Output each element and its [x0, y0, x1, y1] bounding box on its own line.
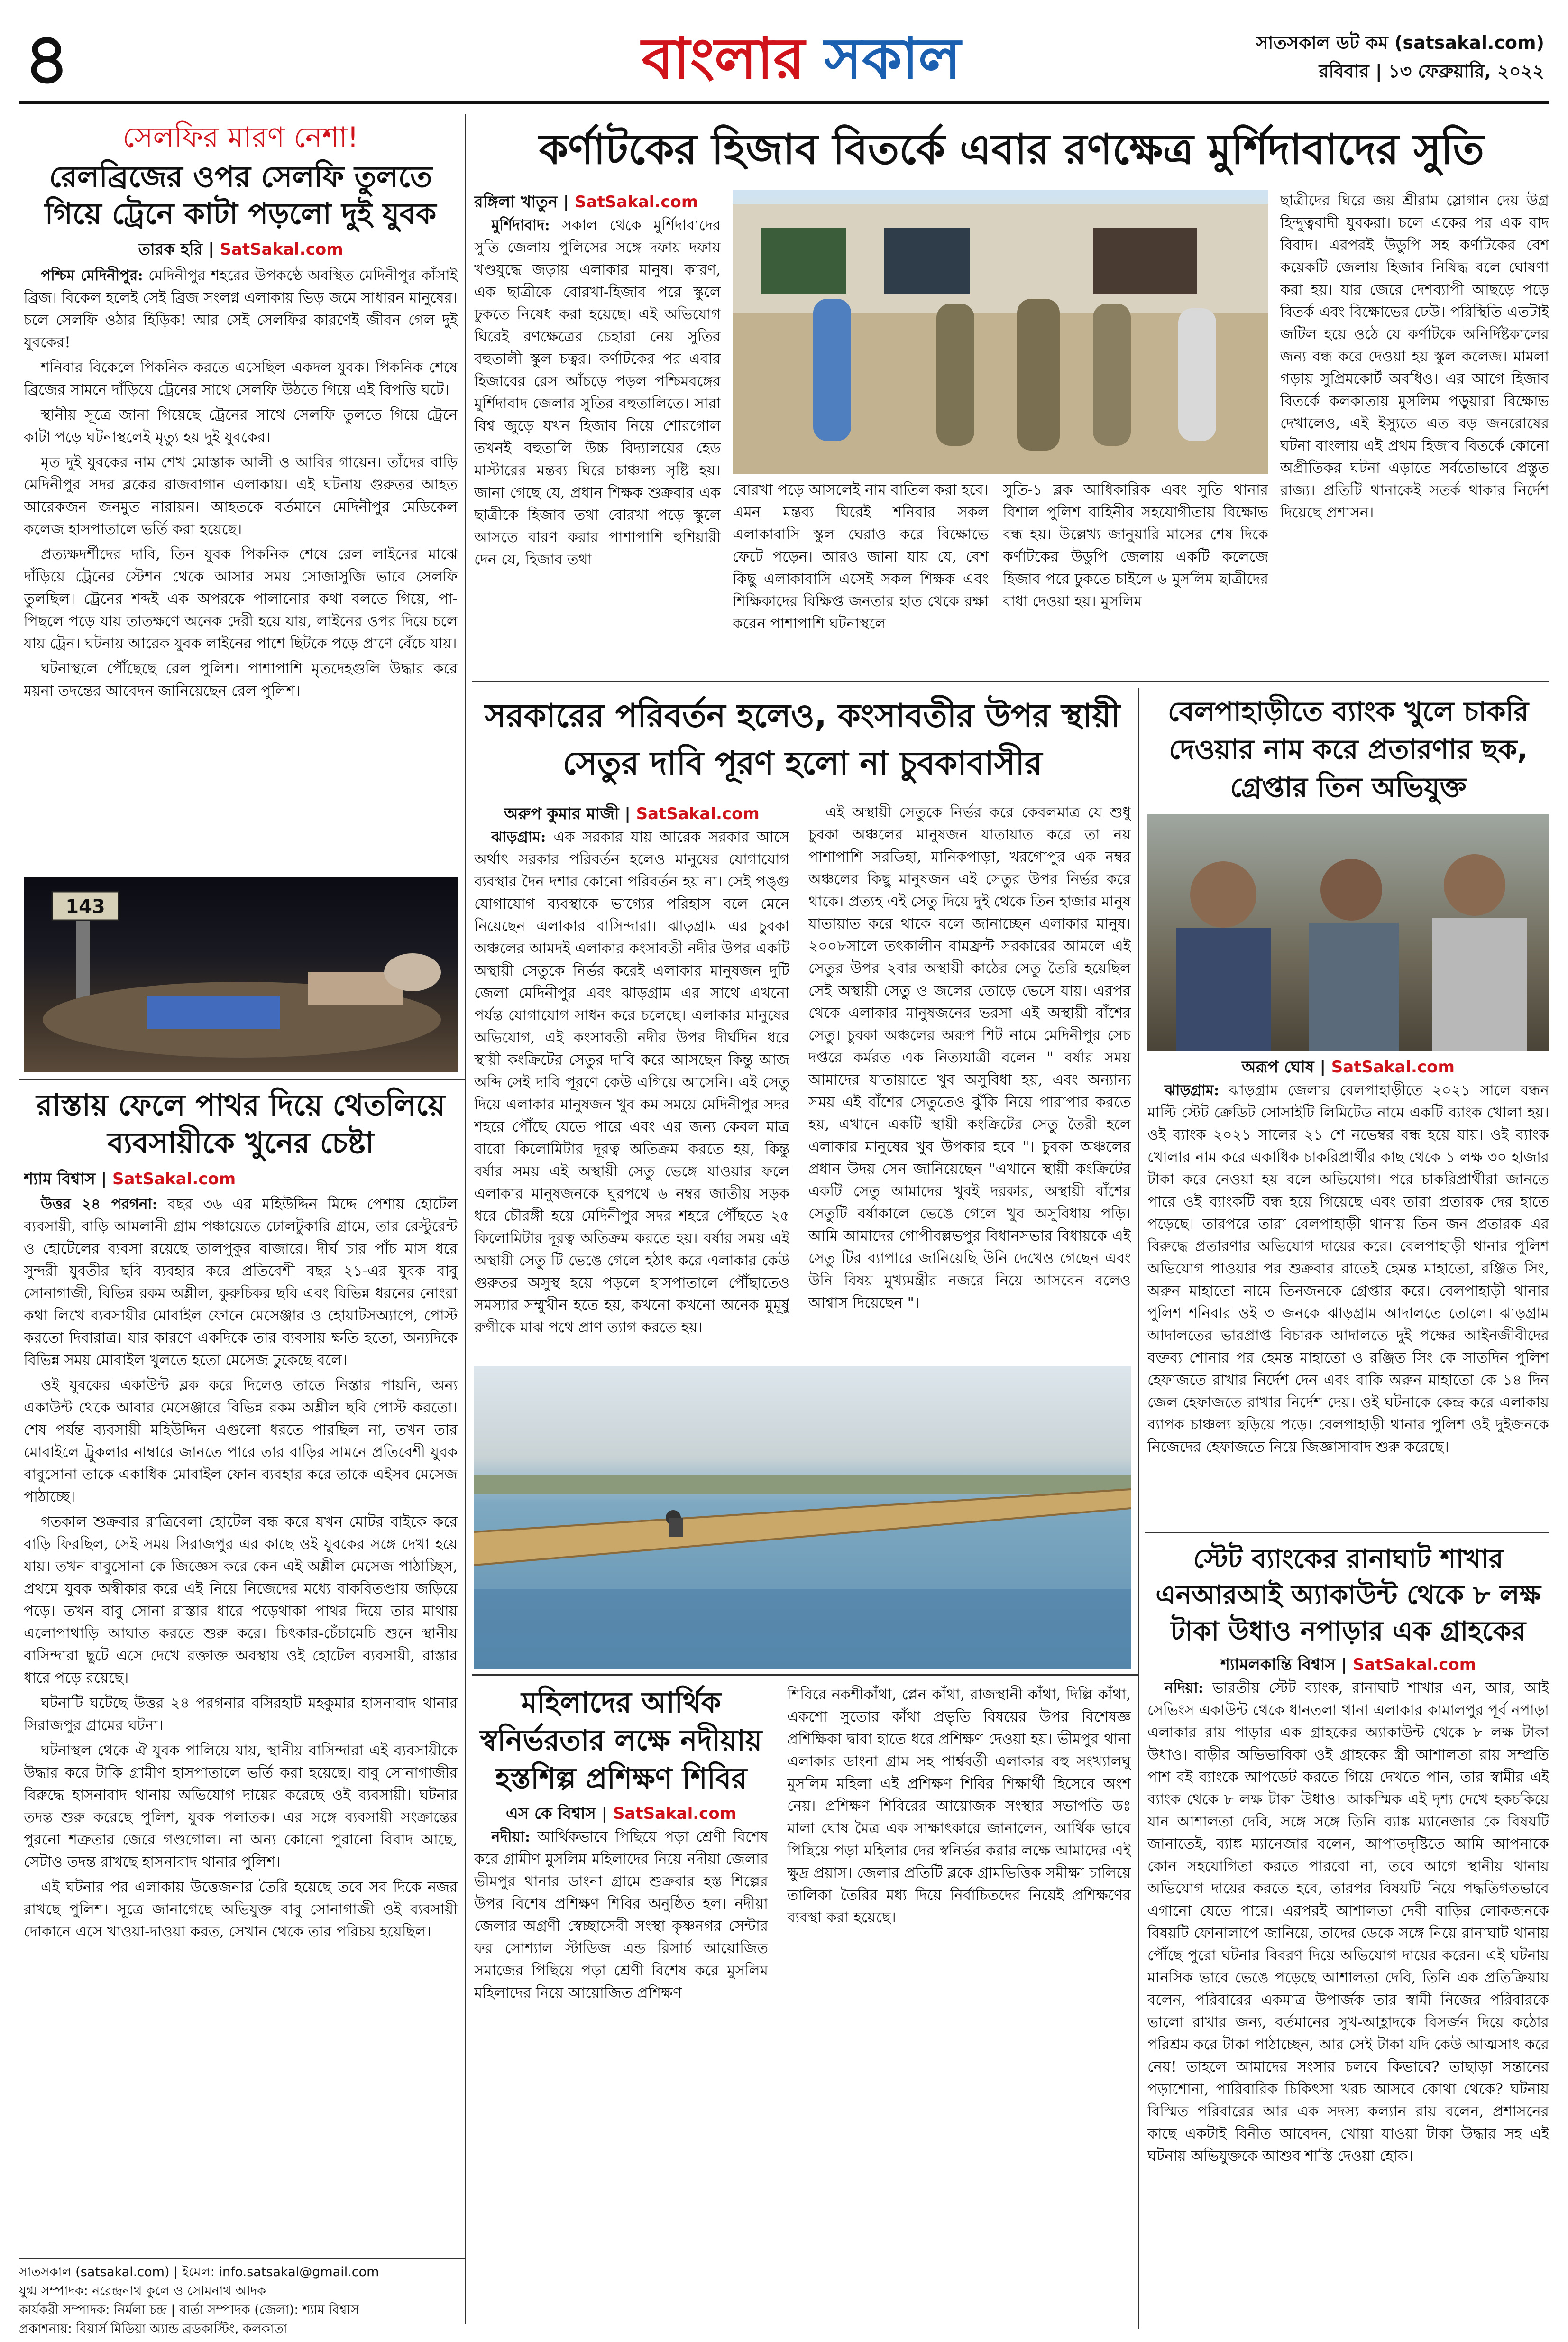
story-hijab-col-4 — [1280, 190, 1549, 673]
kilometer-sign-text: 143 — [65, 896, 105, 918]
paragraph: এই ঘটনার পর এলাকায় উত্তেজনার তৈরি হয়েছে তবে সব দিকে নজর রাখছে পুলিশ। সূত্রে জানাগেছে অভিযুক্ত বাবু সোনাগাজী ওই ব্যবসায়ী দোকানে এসে খাওয়া-দাওয়া করত, সেখান থেকে তার পরিচয় হয়েছিল। — [24, 1879, 458, 1940]
story-headline: সরকারের পরিবর্তন হলেও, কংসাবতীর উপর স্থায়ী সেতুর দাবি পূরণ হলো না চুবকাবাসীর — [485, 697, 1120, 782]
paragraph: মৃত দুই যুবকের নাম শেখ মোস্তাক আলী ও আবির গায়েন। তাঁদের বাড়ি মেদিনীপুর সদর ব্লকের রাজবাগান এলাকায়। এই ঘটনায় গুরুতর আহত আরেকজন জনমুত নারায়ন। আহতকে বর্তমানে মেদিনীপুর মেডিকেল কলেজ হাসপাতালে ভর্তি করা হয়েছে। — [24, 454, 458, 538]
paragraph: ঘটনাস্থল থেকে ঐ যুবক পালিয়ে যায়, স্থানীয় বাসিন্দারা এই ব্যবসায়ীকে উদ্ধার করে টাকি গ্রামীণ হাসপাতালে ভর্তি করা হয়েছে। বাবু সোনাগাজীর বিরুদ্ধে হাসনাবাদ থানায় অভিযোগ দায়ের করেছে ওই ব্যবসায়ী। ঘটনার তদন্ত শুরু করেছে পুলিশ, যুবক পলাতক। এর সঙ্গে ব্যবসায়ী সংক্রান্তের পুরনো শত্রুতার জেরে গণ্ডগোল। না অন্য কোনো পুরানো বিবাদ আছে, সেটাও তদন্ত রাখছে হাসনাবাদ থানার পুলিশ। — [24, 1742, 458, 1871]
paragraph: এক সরকার যায় আরেক সরকার আসে অর্থাৎ সরকার পরিবর্তন হলেও মানুষের যোগাযোগ ব্যবস্থার দৈন দশার কোনো পরিবর্তন হয় না। সেই পঙ্গু যোগাযোগ ব্যবস্থাকে ভাগ্যের পরিহাস বলে মেনে নিয়েছেন এলাকার বাসিন্দারা। ঝাড়গ্রাম এর চুবকা অঞ্চলের আমদই এলাকার কংসাবতী নদীর উপর একটি অস্থায়ী সেতুকে নির্ভর করেই এলাকার মানুষজন দুটি জেলা মেদিনীপুর এবং ঝাড়গ্রাম এর সাথে এখনো পর্যন্ত যোগাযোগ সাধন করে চলেছে। এলাকার মানুষের অভিযোগ, এই কংসাবতী নদীর উপর দীর্ঘদিন ধরে স্থায়ী কংক্রিটের সেতুর দাবি করে আসছেন কিন্তু আজ অব্দি সেই দাবি পূরণে কেউ এগিয়ে আসেনি। এই সেতু দিয়ে এলাকার মানুষজন খুব কম সময়ে মেদিনীপুর সদর শহরে পৌঁছে যেতে পারে এবং এর জন্য কেবল মাত্র বারো কিলোমিটার দূরত্ব অতিক্রম করতে হয়, কিন্তু বর্ষার সময় এই অস্থায়ী সেতু ভেঙ্গে যাওয়ার ফলে এলাকার মানুষজনকে ঘুরপথে ৬ নম্বর জাতীয় সড়ক ধরে চৌরঙ্গী হয়ে মেদিনীপুর সদর শহরে পৌঁছতে ২৫ কিলোমিটার দূরত্ব অতিক্রম করতে হয়। বর্ষার সময় এই অস্থায়ী সেতু টি ভেঙে গেলে হঠাৎ করে এলাকার কেউ গুরুতর অসুস্থ হয়ে পড়লে হাসপাতালে পৌঁছাতেও সমস্যার সম্মুখীন হতে হয়, কখনো কখনো অনেক মুমূর্ষু রুগীকে মাঝ পথে প্রাণ ত্যাগ করতে হয়। — [474, 829, 789, 1336]
photo-illustration — [474, 1366, 1131, 1669]
author-site: SatSakal.com — [112, 1170, 236, 1189]
story-headline: কর্ণাটকের হিজাব বিতর্কে এবার রণক্ষেত্র মুর্শিদাবাদের সুতি — [539, 125, 1485, 174]
author-name: শ্যাম বিশ্বাস — [24, 1170, 95, 1189]
dateline: পশ্চিম মেদিনীপুর: — [41, 267, 143, 284]
story-body — [24, 265, 458, 702]
story-byline: শ্যাম বিশ্বাস | SatSakal.com — [24, 1170, 236, 1189]
police-school-photo — [733, 190, 1268, 474]
paragraph: ঘটনাস্থলে পৌঁছেছে রেল পুলিশ। পাশাপাশি মৃতদেহগুলি উদ্ধার করে ময়না তদন্তের আবেদন জানিয়েছেন রেল পুলিশ। — [24, 660, 458, 700]
author-name: শ্যামলকান্তি বিশ্বাস — [1220, 1655, 1336, 1674]
story-body — [1147, 1677, 1549, 2167]
story-byline: এস কে বিশ্বাস | SatSakal.com — [505, 1804, 737, 1823]
brand-logo — [588, 24, 1015, 95]
paragraph: সকাল থেকে মুর্শিদাবাদের সুতি জেলায় পুলিসের সঙ্গে দফায় দফায় খণ্ডযুদ্ধে জড়ায় এলাকার মানুষ। কারণ, এক ছাত্রীকে বোরখা-হিজাব পরে স্কুলে ঢুকতে নিষেধ করা হয়েছে। এই অভিযোগ ঘিরেই রণক্ষেত্রের চেহারা নেয় সুতির বহুতালী স্কুল চত্বর। কর্ণাটকের পর এবার হিজাবের রেস আঁচড়ে পড়ল পশ্চিমবঙ্গের মুর্শিদাবাদ জেলার সুতির বহুতালিতে। সারা বিশ্ব জুড়ে যখন হিজাব নিয়ে শোরগোল তখনই বহুতালি উচ্চ বিদ্যালয়ের হেড মাস্টারের মন্তব্য ঘিরে চাঞ্চল্য সৃষ্টি হয়। জানা গেছে যে, প্রধান শিক্ষক শুক্রবার এক ছাত্রীকে হিজাব তথা বোরখা পড়ে স্কুলে আসতে বারণ করার পাশাপাশি হুশিয়ারী দেন যে, হিজাব তথা — [474, 217, 721, 568]
author-name: অরুপ কুমার মাজী — [504, 804, 619, 823]
story-body — [24, 1193, 458, 1943]
photo-illustration — [24, 877, 458, 1072]
story-women-col-2 — [787, 1684, 1131, 2329]
story-headline: স্টেট ব্যাংকের রানাঘাট শাখার এনআরআই অ্যাকাউন্ট থেকে ৮ লক্ষ টাকা উধাও নপাড়ার এক গ্রাহকের — [1155, 1544, 1541, 1647]
site-label: সাতসকাল ডট কম (satsakal.com) — [1256, 32, 1544, 53]
column-rule — [1138, 688, 1139, 2329]
story-sbi-nri — [1147, 1541, 1549, 2329]
paragraph: শিবিরে নকশীকাঁথা, প্লেন কাঁথা, রাজস্থানী কাঁথা, দিল্লি কাঁথা, একশো সুতোর কাঁথা প্রভৃতি বিষয়ের উপর বিশেষজ্ঞ প্রশিক্ষিকা দ্বারা হাতে ধরে প্রশিক্ষণ দেওয়া হয়। ভীমপুর থানা এলাকার ডাংনা গ্রাম সহ পার্শ্ববর্তী এলাকার বহু সংখ্যালঘু মুসলিম মহিলা এই প্রশিক্ষণ শিবির শিক্ষার্থী হিসেবে অংশ নেয়। প্রশিক্ষণ শিবিরের আয়োজক সংস্থার সভাপতি ডঃ মালা ঘোষ মৈত্র এক সাক্ষাৎকারে জানালেন, আর্থিক ভাবে পিছিয়ে পড়া মহিলার দের স্বনির্ভর করার লক্ষে আমাদের এই ক্ষুদ্র প্রয়াস। জেলার প্রতিটি ব্লকে গ্রামভিত্তিক সমীক্ষা চালিয়ে তালিকা তৈরির মধ্য দিয়ে নির্বাচিতদের নিয়েই প্রশিক্ষণের ব্যবস্থা করা হয়েছে। — [787, 1686, 1131, 1926]
section-rule — [1145, 1532, 1549, 1533]
story-headline: মহিলাদের আর্থিক স্বনির্ভরতার লক্ষে নদীয়ায় হস্তশিল্প প্রশিক্ষণ শিবির — [480, 1686, 762, 1795]
paragraph: সুতি-১ ব্লক আধিকারিক এবং সুতি থানার বিশাল পুলিশ বাহিনীর সহযোগীতায় বিক্ষোভ বন্ধ হয়। উল্লেখ্য জানুয়ারি মাসের শেষ দিকে কর্ণাটকের উডুপি জেলায় একটি কলেজে হিজাব পরে ঢুকতে চাইলে ৬ মুসলিম ছাত্রীদের বাধা দেওয়া হয়। মুসলিম — [1003, 481, 1268, 610]
story-hijab-col-1 — [474, 190, 721, 673]
paragraph: ভারতীয় স্টেট ব্যাংক, রানাঘাট শাখার এন, আর, আই সেভিংস একাউন্ট থেকে ধানতলা থানা এলাকার কামালপুর পূর্ব নপাড়া এলাকার রায় পাড়ার এক গ্রাহকের অ্যাকাউন্ট থেকে ৮ লক্ষ টাকা উধাও। বাড়ীর অভিভাবিকা ওই গ্রাহকের স্ত্রী আশালতা রায় সম্প্রতি পাশ বই ব্যাংকে আপডেট করতে গিয়ে দেখতে পান, তার স্বামীর এই ব্যাংক থেকে ৮ লক্ষ টাকা উধাও। আকস্মিক এই দৃশ্য দেখে হকচকিয়ে যান আশালতা দেবি, সঙ্গে সঙ্গে তিনি ব্যাঙ্ক ম্যানেজার কে বিষয়টি জানাতেই, ব্যাঙ্ক ম্যানেজার বলেন, আপাতদৃষ্টিতে আমি আপনাকে কোন সহযোগিতা করতে পারবো না, তবে আগে স্থানীয় থানায় অভিযোগ দায়ের করতে হবে, তারপর বিষয়টি নিয়ে পদ্ধতিগতভাবে এগানো যেতে পারে। এরপরই আশালতা দেবী বাড়ির লোকজনকে বিষয়টি ফোনালাপে জানিয়ে, তাদের ডেকে সঙ্গে নিয়ে রানাঘাট থানায় পৌঁছে পুরো ঘটনার বিবরণ দিয়ে অভিযোগ দায়ের করেন। এই ঘটনায় মানসিক ভাবে ভেঙে পড়েছে আশালতা দেবি, তিনি এক প্রতিক্রিয়ায় বলেন, পরিবারের একমাত্র উপার্জক তার স্বামী নিজের পরিবারকে ভালো রাখার জন্য, বর্তমানের সুখ-আহ্লাদকে বিসর্জন দিয়ে কঠোর পরিশ্রম করে টাকা পাঠাচ্ছেন, আর সেই টাকা যদি কেউ আত্মসাৎ করে নেয়! তাহলে আমাদের সংসার চলবে কিভাবে? তাছাড়া সন্তানের পড়াশোনা, পারিবারিক চিকিৎসা খরচ আসবে কোথা থেকে? ঘটনায় বিস্মিত পরিবারের আর এক সদস্য কল্যান রায় বলেন, প্রশাসনের কাছে একটাই বিনীত আবেদন, খোয়া যাওয়া টাকা উদ্ধার সহ এই ঘটনায় অভিযুক্তকে আশুব শাস্তি দেওয়া হোক। — [1147, 1679, 1549, 2165]
dateline: ঝাড়গ্রাম: — [491, 829, 546, 846]
author-site: SatSakal.com — [575, 193, 698, 212]
story-body — [474, 826, 789, 1339]
imprint-line: কার্যকরী সম্পাদক: নির্মলা চন্দ্র | বার্তা সম্পাদক (জেলা): শ্যাম বিশ্বাস — [19, 2303, 359, 2317]
story-kicker: সেলফির মারণ নেশা! — [122, 121, 359, 154]
paragraph: আর্থিকভাবে পিছিয়ে পড়া শ্রেণী বিশেষ করে গ্রামীণ মুসলিম মহিলাদের নিয়ে নদীয়া জেলার ভীমপুর থানার ডাংনা গ্রামে শুক্রবার হস্ত শিল্পের উপর বিশেষ প্রশিক্ষণ শিবির অনুষ্ঠিত হল। নদীয়া জেলার অগ্রণী স্বেচ্ছাসেবী সংস্থা কৃষ্ণনগর সেন্টার ফর সোশ্যাল স্টাডিজ এন্ড রিসার্চ আয়োজিত সমাজের পিছিয়ে পড়া শ্রেণী বিশেষ করে মুসলিম মহিলাদের নিয়ে আয়োজিত প্রশিক্ষণ — [474, 1828, 768, 2001]
story-byline: শ্যামলকান্তি বিশ্বাস | SatSakal.com — [1220, 1655, 1476, 1674]
story-body — [1280, 190, 1549, 524]
paragraph: বোরখা পড়ে আসলেই নাম বাতিল করা হবে। এমন মন্তব্য ঘিরেই শনিবার সকল এলাকাবাসি স্কুল ঘেরাও করে বিক্ষোভে ফেটে পড়েন। আরও জানা যায় যে, বেশ কিছু এলাকাবাসি এসেই সকল শিক্ষক এবং শিক্ষিকাদের বিক্ষিপ্ত জনতার হাত থেকে রক্ষা করেন পাশাপাশি ঘটনাস্থলে — [733, 481, 989, 632]
section-rule — [19, 1079, 465, 1080]
story-hijab-col-3 — [1003, 479, 1268, 673]
story-byline: রঙ্গিলা খাতুন | SatSakal.com — [474, 193, 698, 212]
author-site: SatSakal.com — [636, 804, 760, 823]
story-bridge-headline-box — [474, 692, 1131, 802]
author-site: SatSakal.com — [613, 1804, 737, 1823]
issue-date: রবিবার | ১৩ ফেব্রুয়ারি, ২০২২ — [1319, 61, 1544, 82]
story-headline: রাস্তায় ফেলে পাথর দিয়ে থেতলিয়ে ব্যবসায়ীকে খুনের চেষ্টা — [36, 1088, 445, 1160]
imprint-line: সাতসকাল (satsakal.com) | ইমেল: info.satsakal@gmail.com — [19, 2265, 379, 2279]
brand-part-2: সকাল — [824, 26, 961, 92]
paragraph: প্রত্যক্ষদর্শীদের দাবি, তিন যুবক পিকনিক শেষে রেল লাইনের মাঝে দাঁড়িয়ে ট্রেনের স্টেশন থেকে আসার সময় সোজাসুজি ভাবে সেলফি তুলছিল। ট্রেনের শব্দই এক অপরকে পালানোর কথা বলতে গিয়ে, পা-পিছলে পড়ে যায় তাতক্ষণে অনেক দেরী হয়ে যায়, লাইনের ওপর দিয়ে চলে যায় ট্রেন। ঘটনায় আরেক যুবক লাইনের পাশে ছিটকে পড়ে প্রাণে বেঁচে যায়। — [24, 546, 458, 652]
section-rule — [472, 1674, 1138, 1676]
column-rule — [465, 114, 466, 2324]
masthead-info — [1256, 28, 1544, 85]
imprint-footer — [19, 2258, 465, 2336]
brand-part-1: বাংলার — [642, 26, 805, 92]
paragraph: ওই যুবকের একাউন্ট ব্লক করে দিলেও তাতে নিস্তার পায়নি, অন্য একাউন্ট থেকে আবার মেসেঞ্জারে বিভিন্ন রকম অশ্লীল ছবি পোস্ট করতো। শেষ পর্যন্ত ব্যবসায়ী মহিউদ্দিন এগুলো ধরতে পারছিল না, তখন তার মোবাইলে ট্রুকলার নাম্বারে জানতে পারে তার বাড়ির সামনে প্রতিবেশী যুবক বাবুসোনা তাকে একাধিক মোবাইল ফোন ব্যবহার করে তাকে এইসব মেসেজ পাঠাচ্ছে। — [24, 1377, 458, 1505]
page-number: ৪ — [24, 18, 70, 101]
story-hijab-col-2 — [733, 479, 989, 673]
story-bridge-col-1 — [474, 802, 789, 1352]
author-name: তারক হরি — [138, 240, 203, 259]
story-stone-attack — [24, 1086, 458, 2253]
story-body — [808, 802, 1131, 1314]
author-site: SatSakal.com — [1352, 1655, 1476, 1674]
bamboo-bridge-photo — [474, 1366, 1131, 1669]
masthead — [19, 19, 1549, 104]
dateline: ঝাড়গ্রাম: — [1165, 1082, 1220, 1099]
story-hijab-headline-box — [474, 119, 1549, 190]
story-body — [1147, 1079, 1549, 1458]
imprint-line: প্রকাশনায়: বিয়ার্স মিডিয়া অ্যান্ড ব্রডকাস্টিং, কলকাতা — [19, 2322, 287, 2336]
dateline: নদিয়া: — [1165, 1679, 1204, 1697]
dateline: নদীয়া: — [491, 1828, 531, 1845]
arrested-accused-photo — [1147, 814, 1549, 1051]
paragraph: স্থানীয় সূত্রে জানা গিয়েছে ট্রেনের সাথে সেলফি তুলতে গিয়ে ট্রেনে কাটা পড়ে ঘটনাস্থলেই মৃত্যু হয় দুই যুবকের। — [24, 406, 458, 446]
story-bridge-col-2 — [808, 802, 1131, 1352]
story-byline: তারক হরি | SatSakal.com — [138, 240, 343, 259]
dateline: উত্তর ২৪ পরগনা: — [41, 1196, 158, 1213]
story-body — [787, 1684, 1131, 1929]
story-body — [1003, 479, 1268, 613]
paragraph: বছর ৩৬ এর মহিউদ্দিন মিদ্দে পেশায় হোটেল ব্যবসায়ী, বাড়ি আমলানী গ্রাম পঞ্চায়েতে ঢোলটুকারি গ্রামে, তার রেস্টুরেন্ট ও হোটেলের ব্যবসা রয়েছে তালপুকুর বাজারে। দীর্ঘ চার পাঁচ মাস ধরে সুন্দরী যুবতীর ছবি ব্যবহার করে প্রতিবেশী বছর ২১-এর যুবক বাবু সোনাগাজী, বিভিন্ন রকম অশ্লীল, কুরুচিকর ছবি এবং বিভিন্ন ধরনের নোংরা কথা লিখে ব্যবসায়ীর মোবাইল ফোনে মেসেঞ্জার ও হোয়াটসঅ্যাপে, পোস্ট করতো দিবারাত্র। যার কারণে একদিকে তার ব্যবসায় ক্ষতি হতো, অন্যদিকে বিভিন্ন সময় মোবাইল খুলতে হতো মেসেজ ঢুকেছে বলে। — [24, 1196, 458, 1369]
dateline: মুর্শিদাবাদ: — [491, 217, 550, 234]
section-rule — [472, 681, 1549, 682]
paragraph: শনিবার বিকেলে পিকনিক করতে এসেছিল একদল যুবক। পিকনিক শেষে ব্রিজের সামনে দাঁড়িয়ে ট্রেনের সাথে সেলফি উঠতে গিয়ে এই বিপত্তি ঘটে। — [24, 359, 458, 398]
story-body — [474, 214, 721, 571]
story-body — [474, 1826, 768, 2004]
story-headline: রেলব্রিজের ওপর সেলফি তুলতে গিয়ে ট্রেনে কাটা পড়লো দুই যুবক — [45, 159, 437, 231]
author-name: এস কে বিশ্বাস — [505, 1804, 596, 1823]
imprint-line: যুগ্ম সম্পাদক: নরেন্দ্রনাথ কুলে ও সোমনাথ আদক — [19, 2284, 266, 2298]
story-byline: অরুপ কুমার মাজী | SatSakal.com — [504, 804, 760, 823]
author-name: রঙ্গিলা খাতুন — [474, 193, 558, 212]
paragraph: ঘটনাটি ঘটেছে উত্তর ২৪ পরগনার বসিরহাট মহকুমার হাসনাবাদ থানার সিরাজপুর গ্রামের ঘটনা। — [24, 1695, 458, 1734]
photo-illustration — [1147, 814, 1549, 1051]
railway-accident-photo — [24, 877, 458, 1072]
paragraph: মেদিনীপুর শহরের উপকণ্ঠে অবস্থিত মেদিনীপুর কাঁসাই ব্রিজ। বিকেল হলেই সেই ব্রিজ সংলগ্ন এলাকায় ভিড় জমে সাধারন মানুষের। চলে সেলফি ওঠার হিড়িক! আর সেই সেলফির কারণেই জীবন গেল দুই যুবকের! — [24, 267, 458, 351]
story-byline: অরূপ ঘোষ | SatSakal.com — [1242, 1058, 1455, 1077]
story-bank-fraud — [1147, 692, 1549, 1527]
story-women-col-1 — [474, 1684, 768, 2329]
paragraph: ছাত্রীদের ঘিরে জয় শ্রীরাম স্লোগান দেয় উগ্র হিন্দুত্ববাদী যুবকরা। চলে একের পর এক বাদ বিবাদ। এরপরই উডুপি সহ কর্ণাটকের বেশ কয়েকটি জেলায় হিজাব নিষিদ্ধ বলে ঘোষণা করা হয়। যার জেরে দেশব্যাপী আছড়ে পড়ে বিতর্ক এবং বিক্ষোভের ঢেউ। পরিস্থিতি এতটাই জটিল হয়ে ওঠে যে কর্ণাটকে অনির্দিষ্টকালের জন্য বন্ধ করে দেওয়া হয় স্কুল কলেজ। মামলা গড়ায় সুপ্রিমকোর্ট অবধিও। এর আগে হিজাব বিতর্কে কলকাতায় মুসলিম পড়ুয়ারা বিক্ষোভ দেখালেও, এই ইস্যুতে এত বড় জনরোষের ঘটনা বাংলায় এই প্রথম হিজাব বিতর্কে কোনো অপ্রীতিকর ঘটনা এড়াতে সর্বতোভাবে প্রস্তুত রাজ্য। প্রতিটি থানাকেই সতর্ক থাকার নির্দেশ দিয়েছে প্রশাসন। — [1280, 192, 1549, 521]
story-headline: বেলপাহাড়ীতে ব্যাংক খুলে চাকরি দেওয়ার নাম করে প্রতারণার ছক, গ্রেপ্তার তিন অভিযুক্ত — [1167, 695, 1529, 803]
author-site: SatSakal.com — [1331, 1058, 1455, 1077]
paragraph: ঝাড়গ্রাম জেলার বেলপাহাড়ীতে ২০২১ সালে বন্ধন মাল্টি স্টেট ক্রেডিট সোসাইটি লিমিটেড নামে একটি ব্যাংক খোলা হয়। ওই ব্যাংক ২০২১ সালের ২১ শে নভেম্বর বন্ধ হয়ে যায়। ওই ব্যাংক খোলার নাম করে একাধিক চাকরিপ্রার্থীর কাছ থেকে ১ লক্ষ ৩০ হাজার টাকা করে নেওয়া হয় বলে অভিযোগ। পরে চাকরিপ্রার্থীরা জানতে পারে ওই ব্যাংকটি বন্ধ হয়ে গিয়েছে এবং তারা প্রতারক দের হাতে পড়েছে। তারপরে তারা বেলপাহাড়ী থানায় তিন জন প্রতারক এর বিরুদ্ধে প্রতারণার অভিযোগ দায়ের করে। বেলপাহাড়ী থানার পুলিশ অভিযোগ পাওয়ার পর শুক্রবার রাতেই হেমন্ত মাহাতো, রঞ্জিত সিং, অরুন মাহাতো নামে তিনজনকে গ্রেপ্তার করে। বেলপাহাড়ী থানার পুলিশ শনিবার ওই ৩ জনকে ঝাড়গ্রাম আদালতে তোলে। ঝাড়গ্রাম আদালতের ভারপ্রাপ্ত বিচারক আদালতে দুই পক্ষের আইনজীবীদের বক্তব্য শোনার পর হেমন্ত মাহাতো ও রঞ্জিত সিং কে সাতদিন পুলিশ হেফাজতে রাখার নির্দেশ দেন এবং বাকি অরুন মাহাতো কে ১৪ দিন জেল হেফাজতে রাখার নির্দেশ দেয়। ওই ঘটনাকে কেন্দ্র করে এলাকায় ব্যাপক চাঞ্চল্য ছড়িয়ে পড়ে। বেলপাহাড়ী থানার পুলিশ ওই দুইজনকে নিজেদের হেফাজতে নিয়ে জিজ্ঞাসাবাদ শুরু করেছে। — [1147, 1082, 1549, 1456]
photo-illustration — [733, 190, 1268, 474]
paragraph: এই অস্থায়ী সেতুকে নির্ভর করে কেবলমাত্র যে শুধু চুবকা অঞ্চলের মানুষজন যাতায়াত করে তা নয় পাশাপাশি সরডিহা, মানিকপাড়া, খরগোপুর এক নম্বর অঞ্চলের কিছু মানুষজন এই সেতুর উপর নির্ভর করে থাকে। প্রত্যহ এই সেতু দিয়ে দুই থেকে তিন হাজার মানুষ যাতায়াত করে থাকে বলে জানাচ্ছেন এলাকার মানুষ। ২০০৮সালে তৎকালীন বামফ্রন্ট সরকারের আমলে এই সেতুর উপর ২বার অস্থায়ী কাঠের সেতু তৈরি হয়েছিল সেই অস্থায়ী সেতু ও জলের তোড়ে ভেসে যায়। এরপর থেকে এলাকার মানুষজনের ভরসা এই অস্থায়ী বাঁশের সেতু। চুবকা অঞ্চলের অরূপ শিট নামে মেদিনীপুর সেচ দপ্তরে কর্মরত এক নিত্যযাত্রী বলেন " বর্ষার সময় আমাদের যাতায়াতে খুব অসুবিধা হয়, এবং অন্যান্য সময় এই বাঁশের সেতুতেও ঝুঁকি নিয়ে পারাপার করতে হয়, এখানে একটি স্থায়ী কংক্রিটের সেতু তৈরী হলে এলাকার মানুষের খুব উপকার হবে "। চুবকা অঞ্চলের প্রধান উদয় সেন জানিয়েছেন "এখানে স্থায়ী কংক্রিটের একটি সেতু আমাদের খুবই দরকার, অস্থায়ী বাঁশের সেতুটি বর্ষাকালে ভেঙে গেলে খুব অসুবিধায় পড়ি। আমি আমাদের গোপীবল্লভপুর বিধানসভার বিধায়কে এই সেতু টির ব্যাপারে জানিয়েছি উনি দেখেও গেছেন এবং উনি বিষয় মুখ্যমন্ত্রীর নজরে নিয়ে আসবেন বলেও আশ্বাস দিয়েছেন "। — [808, 804, 1131, 1311]
paragraph: গতকাল শুক্রবার রাত্রিবেলা হোটেল বন্ধ করে যখন মোটর বাইকে করে বাড়ি ফিরছিল, সেই সময় সিরাজপুর এর কাছে ওই যুবকের সঙ্গে দেখা হয়ে যায়। তখন বাবুসোনা কে জিজ্ঞেস করে কেন এই অশ্লীল মেসেজ পাঠাচ্ছিস, প্রথমে যুবক অস্বীকার করে এই নিয়ে নিজেদের মধ্যে বাকবিতণ্ডায় জড়িয়ে পড়ে। তখন বাবু সোনা রাস্তার ধারে পড়েথাকা পাথর দিয়ে তার মাথায় এলোপাথাড়ি আঘাত করতে শুরু করে। চিৎকার-চেঁচামেচি শুনে স্থানীয় বাসিন্দারা ছুটে এসে দেখে রক্তাক্ত অবস্থায় ওই হোটেল ব্যবসায়ী, রাস্তার ধারে পড়ে রয়েছে। — [24, 1513, 458, 1687]
author-name: অরূপ ঘোষ — [1242, 1058, 1314, 1077]
story-body — [733, 479, 989, 635]
author-site: SatSakal.com — [220, 240, 343, 259]
